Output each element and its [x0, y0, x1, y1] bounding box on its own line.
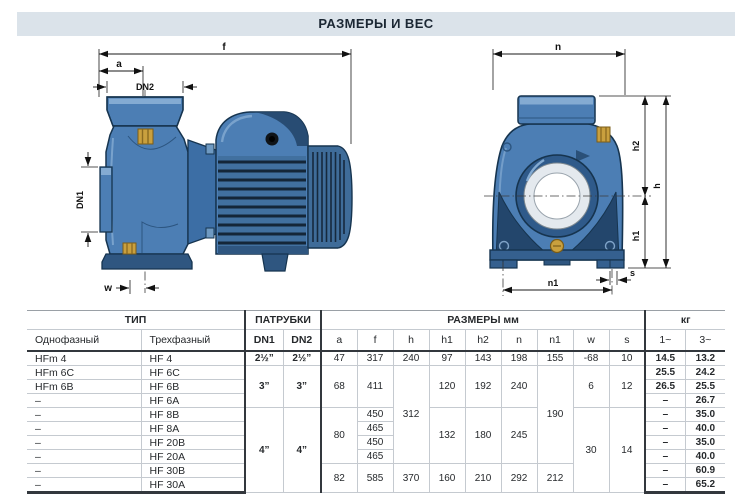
col-header-h: h: [393, 330, 429, 352]
cell-kg3: 40.0: [685, 450, 725, 464]
cell-f: 465: [357, 422, 393, 436]
cell-kg1: –: [645, 450, 685, 464]
cell-kg3: 60.9: [685, 464, 725, 478]
motor: [216, 112, 308, 271]
cell-kg3: 65.2: [685, 478, 725, 493]
cell-single: –: [27, 464, 141, 478]
table-row: [27, 351, 725, 366]
group-header-type: ТИП: [27, 311, 245, 330]
cell-kg3: 35.0: [685, 436, 725, 450]
cell-kg1: –: [645, 408, 685, 422]
col-header-single-phase: Однофазный: [27, 330, 141, 352]
group-header-ports: ПАТРУБКИ: [245, 311, 321, 330]
dim-label-n: n: [554, 42, 562, 53]
cell-kg1: –: [645, 436, 685, 450]
cell-dn2: 2½”: [283, 351, 321, 366]
cell-w: -68: [573, 351, 609, 366]
cell-w: 30: [573, 408, 609, 493]
cell-three: HF 6C: [141, 366, 245, 380]
cell-h1: 97: [429, 351, 465, 366]
volute-casing: [106, 126, 188, 254]
table-row: [27, 366, 725, 380]
cell-h2: 180: [465, 408, 501, 464]
vent-plug-brass: [597, 127, 610, 142]
discharge-port-front: [518, 96, 595, 124]
cell-n1: 212: [537, 464, 573, 493]
dim-label-h1: h1: [631, 230, 641, 242]
dim-label-s: s: [630, 268, 636, 278]
cell-h2: 143: [465, 351, 501, 366]
col-header-dn2: DN2: [283, 330, 321, 352]
dim-label-a: a: [116, 59, 122, 70]
cell-f: 465: [357, 450, 393, 464]
dim-s: [596, 268, 635, 285]
dim-h1: [631, 196, 645, 268]
table-group-header-row: [27, 311, 725, 330]
cell-h1: 132: [429, 408, 465, 464]
cell-f: 450: [357, 408, 393, 422]
cell-h: 370: [393, 464, 429, 493]
inlet-port: [100, 167, 112, 232]
cell-three: HF 20A: [141, 450, 245, 464]
dim-label-w: w: [104, 283, 112, 294]
cell-kg3: 40.0: [685, 422, 725, 436]
group-header-dimensions: РАЗМЕРЫ мм: [321, 311, 645, 330]
cell-three: HF 4: [141, 351, 245, 366]
dim-w: [103, 280, 159, 294]
cell-f: 450: [357, 436, 393, 450]
cell-three: HF 8A: [141, 422, 245, 436]
col-header-three-phase: Трехфазный: [141, 330, 245, 352]
cell-n1: 155: [537, 351, 573, 366]
dim-dn1: [75, 152, 98, 247]
dim-label-dn2: DN2: [135, 82, 155, 92]
cell-n: 292: [501, 464, 537, 493]
cell-kg1: –: [645, 422, 685, 436]
motor-foot: [262, 254, 288, 271]
cell-h: 312: [393, 366, 429, 464]
cell-three: HF 20B: [141, 436, 245, 450]
cell-single: –: [27, 422, 141, 436]
cell-kg3: 13.2: [685, 351, 725, 366]
cell-single: –: [27, 436, 141, 450]
cell-three: HF 8B: [141, 408, 245, 422]
cell-a: 80: [321, 408, 357, 464]
col-header-w: w: [573, 330, 609, 352]
cell-w: 6: [573, 366, 609, 408]
dim-label-n1: n1: [547, 278, 559, 288]
col-header-kg3: 3~: [685, 330, 725, 352]
cell-single: –: [27, 394, 141, 408]
cell-dn1: 2½”: [245, 351, 283, 366]
cell-kg3: 35.0: [685, 408, 725, 422]
priming-plug-brass: [138, 129, 153, 144]
cell-dn2: 3”: [283, 366, 321, 408]
col-header-f: f: [357, 330, 393, 352]
col-header-n1: n1: [537, 330, 573, 352]
cell-n: 240: [501, 366, 537, 408]
col-header-s: s: [609, 330, 645, 352]
cell-kg1: –: [645, 478, 685, 493]
cell-a: 68: [321, 366, 357, 408]
cell-single: HFm 4: [27, 351, 141, 366]
cell-dn1: 4”: [245, 408, 283, 493]
dim-label-h: h: [652, 183, 662, 189]
cell-kg3: 26.7: [685, 394, 725, 408]
cell-f: 585: [357, 464, 393, 493]
dim-n: [493, 42, 625, 95]
col-header-dn1: DN1: [245, 330, 283, 352]
group-header-weight: кг: [645, 311, 725, 330]
page-title: РАЗМЕРЫ И ВЕС: [318, 16, 434, 31]
col-header-n: n: [501, 330, 537, 352]
cell-n: 245: [501, 408, 537, 464]
table-row: [27, 408, 725, 422]
cell-dn2: 4”: [283, 408, 321, 493]
dim-n1: [503, 262, 612, 296]
cell-dn1: 3”: [245, 366, 283, 408]
cell-s: 10: [609, 351, 645, 366]
cell-s: 14: [609, 408, 645, 493]
cell-n1: 190: [537, 366, 573, 464]
cell-a: 82: [321, 464, 357, 493]
pump-front-view-drawing: [438, 40, 738, 310]
cell-a: 47: [321, 351, 357, 366]
dim-label-dn1: DN1: [75, 190, 85, 210]
cell-kg3: 25.5: [685, 380, 725, 394]
cell-single: –: [27, 408, 141, 422]
cell-kg1: 25.5: [645, 366, 685, 380]
drain-plug-brass: [123, 243, 136, 254]
title-bar: [17, 12, 735, 36]
cell-three: HF 6A: [141, 394, 245, 408]
front-pump-illustration: [490, 96, 624, 268]
cell-three: HF 30A: [141, 478, 245, 493]
cell-s: 12: [609, 366, 645, 408]
cell-three: HF 6B: [141, 380, 245, 394]
dim-label-h2: h2: [631, 140, 641, 152]
table-column-header-row: [27, 330, 725, 352]
cell-n: 198: [501, 351, 537, 366]
cell-three: HF 30B: [141, 464, 245, 478]
col-header-h1: h1: [429, 330, 465, 352]
cell-h1: 160: [429, 464, 465, 493]
cell-h: 240: [393, 351, 429, 366]
dim-label-f: f: [222, 42, 226, 53]
cell-kg1: –: [645, 464, 685, 478]
col-header-kg1: 1~: [645, 330, 685, 352]
cell-kg1: 26.5: [645, 380, 685, 394]
cell-f: 411: [357, 366, 393, 408]
dimensions-table: [27, 310, 725, 494]
cell-kg3: 24.2: [685, 366, 725, 380]
cell-single: –: [27, 478, 141, 493]
col-header-h2: h2: [465, 330, 501, 352]
cell-h2: 210: [465, 464, 501, 493]
cell-kg1: 14.5: [645, 351, 685, 366]
cell-f: 317: [357, 351, 393, 366]
cell-kg1: –: [645, 394, 685, 408]
cell-single: –: [27, 450, 141, 464]
pump-side-view-drawing: [56, 40, 396, 310]
col-header-a: a: [321, 330, 357, 352]
side-pump-illustration: [100, 97, 352, 271]
cell-h1: 120: [429, 366, 465, 408]
pump-foot: [102, 254, 192, 269]
cell-single: HFm 6B: [27, 380, 141, 394]
cell-single: HFm 6C: [27, 366, 141, 380]
cell-h2: 192: [465, 366, 501, 408]
fan-cover: [308, 146, 352, 248]
dim-dn2: [93, 81, 197, 93]
